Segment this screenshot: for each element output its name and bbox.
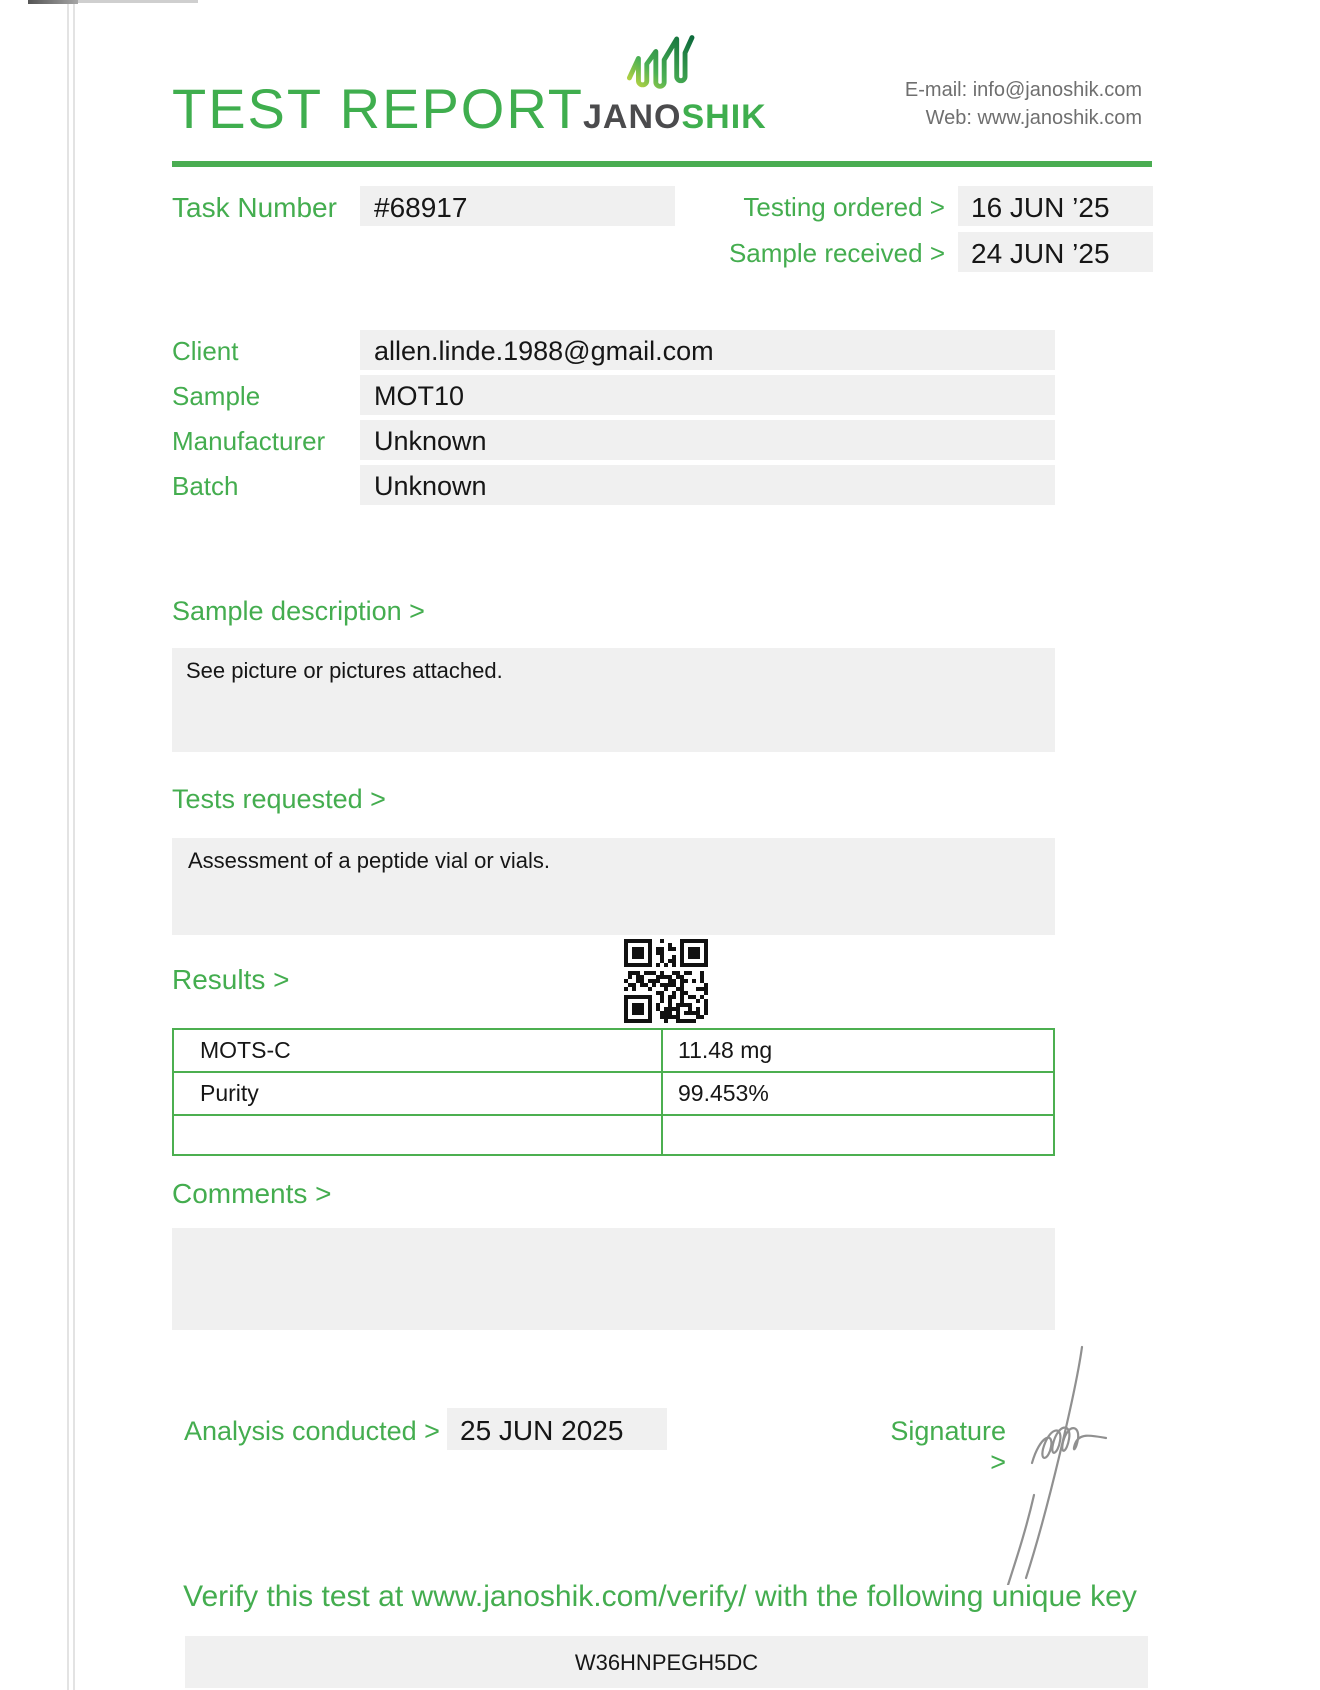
report-title: TEST REPORT [172, 77, 585, 140]
result-name [174, 1116, 663, 1154]
batch-value: Unknown [374, 471, 487, 501]
tests-requested-text: Assessment of a peptide vial or vials. [188, 848, 550, 873]
result-value: 99.453% [678, 1080, 769, 1106]
logo-wordmark [583, 98, 767, 137]
results-table [172, 1028, 1055, 1156]
table-row [174, 1030, 1053, 1071]
testing-ordered-label: Testing ordered > [743, 192, 945, 222]
contact-email-line [742, 76, 1142, 104]
contact-block [742, 76, 1142, 132]
comments-text [172, 1228, 1055, 1238]
sample-description-text: See picture or pictures attached. [186, 658, 503, 683]
table-row [174, 1071, 1053, 1114]
result-value [663, 1116, 1053, 1154]
result-name: Purity [174, 1073, 663, 1114]
contact-web-line [742, 104, 1142, 132]
sample-description-label: Sample description > [172, 596, 425, 626]
web-value: www.janoshik.com [977, 107, 1142, 129]
table-row [174, 1114, 1053, 1154]
testing-ordered-value: 16 JUN ’25 [971, 192, 1110, 223]
verify-key-value: W36HNPEGH5DC [574, 1650, 759, 1675]
result-value: 11.48 mg [678, 1037, 773, 1063]
comments-label: Comments > [172, 1178, 332, 1209]
page-edge-line [73, 0, 75, 1690]
task-number-value: #68917 [374, 192, 468, 223]
task-number-label: Task Number [172, 192, 337, 223]
signature-label: Signature > [890, 1416, 1006, 1477]
page-edge-line [67, 0, 69, 1690]
sample-label: Sample [172, 381, 261, 411]
verify-text: Verify this test at www.janoshik.com/verify/ with the following unique key [183, 1580, 1137, 1613]
tests-requested-box [172, 838, 1055, 935]
sample-received-value: 24 JUN ’25 [971, 238, 1110, 269]
testing-ordered-field [958, 186, 1153, 226]
client-label: Client [172, 336, 239, 366]
client-field [360, 330, 1055, 370]
signature-image [1000, 1335, 1120, 1585]
logo-word-green: SHIK [681, 98, 767, 136]
task-number-field [360, 186, 675, 226]
sample-value: MOT10 [374, 381, 465, 411]
scan-smudge [28, 0, 78, 4]
manufacturer-field [360, 420, 1055, 460]
analysis-date-field [447, 1408, 667, 1450]
tests-requested-label: Tests requested > [172, 784, 386, 814]
sample-received-label: Sample received > [728, 238, 945, 268]
email-value: info@janoshik.com [972, 79, 1142, 101]
client-value: allen.linde.1988@gmail.com [374, 336, 714, 366]
sample-received-field [958, 232, 1153, 272]
analysis-conducted-label: Analysis conducted > [184, 1416, 440, 1446]
comments-box [172, 1228, 1055, 1330]
batch-label: Batch [172, 471, 239, 501]
scan-smudge [78, 0, 198, 3]
analysis-date-value: 25 JUN 2025 [460, 1415, 624, 1446]
sample-description-box [172, 648, 1055, 752]
qr-code [624, 939, 708, 1023]
logo-chart-icon [622, 32, 698, 96]
results-label: Results > [172, 964, 290, 995]
verify-key-box [185, 1636, 1148, 1688]
web-label: Web: [925, 107, 972, 129]
logo-word-dark: JANO [583, 98, 682, 136]
sample-field [360, 375, 1055, 415]
manufacturer-label: Manufacturer [172, 426, 326, 456]
result-name: MOTS-C [174, 1030, 663, 1071]
header-divider [172, 161, 1152, 167]
manufacturer-value: Unknown [374, 426, 487, 456]
batch-field [360, 465, 1055, 505]
email-label: E-mail: [904, 79, 968, 101]
